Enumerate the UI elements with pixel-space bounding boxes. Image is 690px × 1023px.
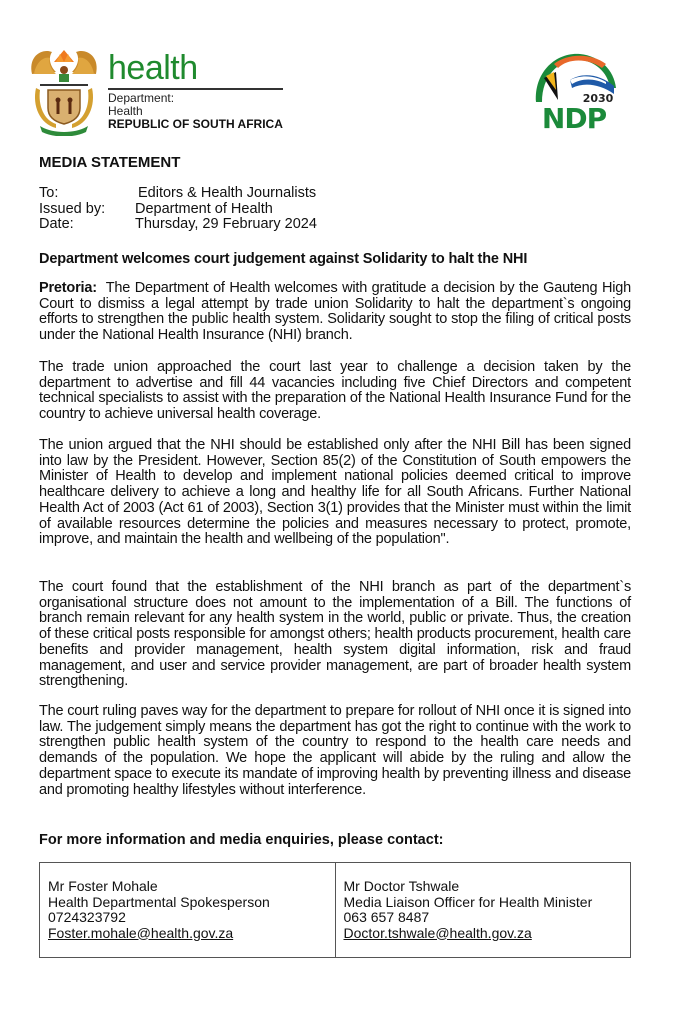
paragraph-1 — [39, 280, 635, 344]
header-rule — [108, 88, 283, 90]
contact-title: Media Liaison Officer for Health Minister — [343, 893, 593, 910]
contact-name: Mr Doctor Tshwale — [343, 878, 460, 894]
meta-row-to — [39, 186, 317, 202]
headline: Department welcomes court judgement against Solidarity to halt the NHI — [39, 251, 528, 267]
contact-title: Health Departmental Spokesperson — [48, 893, 270, 910]
date-value: Thursday, 29 February 2024 — [135, 216, 317, 232]
ndp-2030-logo — [530, 50, 618, 132]
ndp-logo-icon — [530, 50, 618, 132]
contact-phone: 0724323792 — [48, 909, 126, 925]
contact-email-link[interactable]: Foster.mohale@health.gov.za — [48, 924, 234, 941]
to-value: Editors & Health Journalists — [138, 185, 317, 201]
issued-label: Issued by: — [39, 200, 106, 217]
contact-card — [40, 863, 335, 957]
to-label: To: — [39, 185, 59, 201]
contact-card — [335, 863, 631, 957]
meta-row-issued — [39, 202, 317, 218]
meta-row-date — [39, 217, 317, 233]
paragraph-1-text: The Department of Health welcomes with gratitude a decision by the Gauteng High Court to dismiss a legal attempt by trade union Solidarity to halt the department`s ongoing efforts to strengthen the public health system. Solidarity sought to stop the filing of critical posts under the National Health Insurance (NHI) branch. — [39, 280, 635, 344]
health-wordmark: health — [108, 49, 198, 87]
paragraph-3: The union argued that the NHI should be established only after the NHI Bill has been signed into law by the President. However, Section 85(2) of the Constitution of South empowers the Minister of Health to develop and implement national policies deemed critical to improve healthcare delivery to achieve a long and healthy life for all South Africans. Further National Health Act of 2003 (Act 61 of 2003), Section 3(1) provides that the Minister must within the limit of available resources determine the policies and measures necessary to protect, promote, improve, and maintain the health and wellbeing of the population". — [39, 437, 631, 548]
department-label: Department: — [108, 91, 175, 105]
paragraph-2: The trade union approached the court last year to challenge a decision taken by the department to advertise and fill 44 vacancies including five Chief Directors and competent technical specialists to assist with the preparation of the National Health Insurance Fund for the country to achieve universal health coverage. — [39, 359, 631, 423]
dateline: Pretoria: — [39, 280, 97, 296]
department-name: Health — [108, 104, 143, 118]
paragraph-4: The court found that the establishment of the NHI branch as part of the department`s organisational structure does not amount to the implementation of a Bill. The functions of branch remain relevant for any health system in the world, public or private. Thus, the creation of these critical posts responsible for amongst others; health products procurement, health care benefits and provider management, health system digital information, risk and fraud management, and user and service provider management, are part of broader health system strengthening. — [39, 579, 631, 690]
contact-table — [39, 862, 631, 958]
contact-phone: 063 657 8487 — [343, 909, 430, 925]
statement-meta — [39, 186, 317, 233]
contact-heading: For more information and media enquiries, please contact: — [39, 832, 444, 848]
svg-text:NDP: NDP — [541, 102, 607, 132]
issued-value: Department of Health — [135, 200, 273, 217]
contact-email-link[interactable]: Doctor.tshwale@health.gov.za — [343, 924, 532, 941]
country-name: REPUBLIC OF SOUTH AFRICA — [108, 117, 283, 131]
svg-text:2030: 2030 — [582, 92, 614, 105]
coat-of-arms-logo — [26, 44, 102, 136]
statement-type: MEDIA STATEMENT — [39, 154, 181, 171]
coat-of-arms-icon — [26, 44, 102, 136]
date-label: Date: — [39, 216, 74, 232]
contact-name: Mr Foster Mohale — [48, 878, 158, 894]
paragraph-5: The court ruling paves way for the department to prepare for rollout of NHI once it is signed into law. The judgement simply means the department has got the right to continue with the work to strengthen public health system of the country to respond to the health care needs and demands of the population. We hope the applicant will abide by the ruling and allow the department space to execute its mandate of improving health by preventing illness and disease and promoting healthy lifestyles without interference. — [39, 703, 631, 798]
